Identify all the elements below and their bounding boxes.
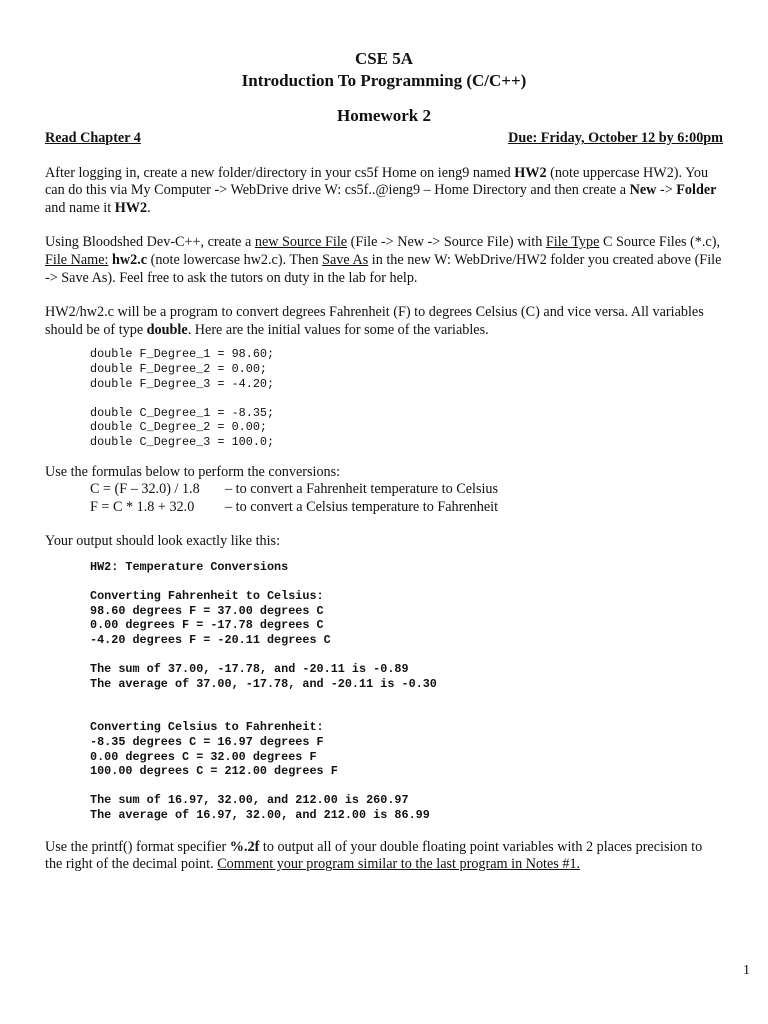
- course-title: Introduction To Programming (C/C++): [241, 71, 527, 90]
- page-number: 1: [743, 963, 750, 978]
- document-page: [45, 48, 723, 874]
- paragraph-program-description: HW2/hw2.c will be a program to convert degrees Fahrenheit (F) to degrees Celsius (C) and vice versa. All variables should be of type double. Here are the initial values for some of the variables.: [45, 304, 704, 338]
- paragraph-folder: After logging in, create a new folder/directory in your cs5f Home on ieng9 named HW2 (note uppercase HW2). You can do this via My Computer -> WebDrive drive W: cs5f..@ieng9 – Home Directory and then create a New -> Folder and name it HW2.: [45, 164, 717, 216]
- formulas-intro: Use the formulas below to perform the conversions:: [45, 463, 341, 480]
- code-variables: double F_Degree_1 = 98.60; double F_Degree_2 = 0.00; double F_Degree_3 = -4.20; double C_Degree_1 = -8.35; double C_Degree_2 = 0.00; double C_Degree_3 = 100.0;: [90, 347, 275, 449]
- header-row: [45, 130, 723, 148]
- read-chapter: Read Chapter 4: [45, 130, 141, 146]
- paragraph-source-file: Using Bloodshed Dev-C++, create a new Source File (File -> New -> Source File) with File Type C Source Files (*.c), File Name: hw2.c (note lowercase hw2.c). Then Save As in the new W: WebDrive/HW2 folder you created above (File -> Save As). Feel free to ask the tutors on duty in the lab for help.: [45, 234, 722, 286]
- formula-c-to-f: F = C * 1.8 + 32.0 – to convert a Celsius temperature to Fahrenheit: [90, 498, 499, 515]
- expected-output: HW2: Temperature Conversions Converting Fahrenheit to Celsius: 98.60 degrees F = 37.00 degrees C 0.00 degrees F = -17.78 degrees C -4.20 degrees F = -20.11 degrees C The sum of 37.00, -17.78, and -20.11 is -0.89 The average of 37.00, -17.78, and -20.11 is -0.30 Converting Celsius to Fahrenheit: -8.35 degrees C = 16.97 degrees F 0.00 degrees C = 32.00 degrees F 100.00 degrees C = 212.00 degrees F The sum of 16.97, 32.00, and 212.00 is 260.97 The average of 16.97, 32.00, and 212.00 is 86.99: [90, 559, 437, 822]
- formula-f-to-c: C = (F – 32.0) / 1.8 – to convert a Fahrenheit temperature to Celsius: [90, 481, 499, 498]
- output-intro: Your output should look exactly like this:: [45, 533, 281, 550]
- course-code: CSE 5A: [354, 49, 414, 68]
- due-date: Due: Friday, October 12 by 6:00pm: [508, 130, 723, 146]
- assignment-title: Homework 2: [337, 106, 431, 125]
- paragraph-printf: Use the printf() format specifier %.2f to output all of your double floating point variables with 2 places precision to the right of the decimal point. Comment your program similar to the last program in Notes #1.: [45, 838, 703, 873]
